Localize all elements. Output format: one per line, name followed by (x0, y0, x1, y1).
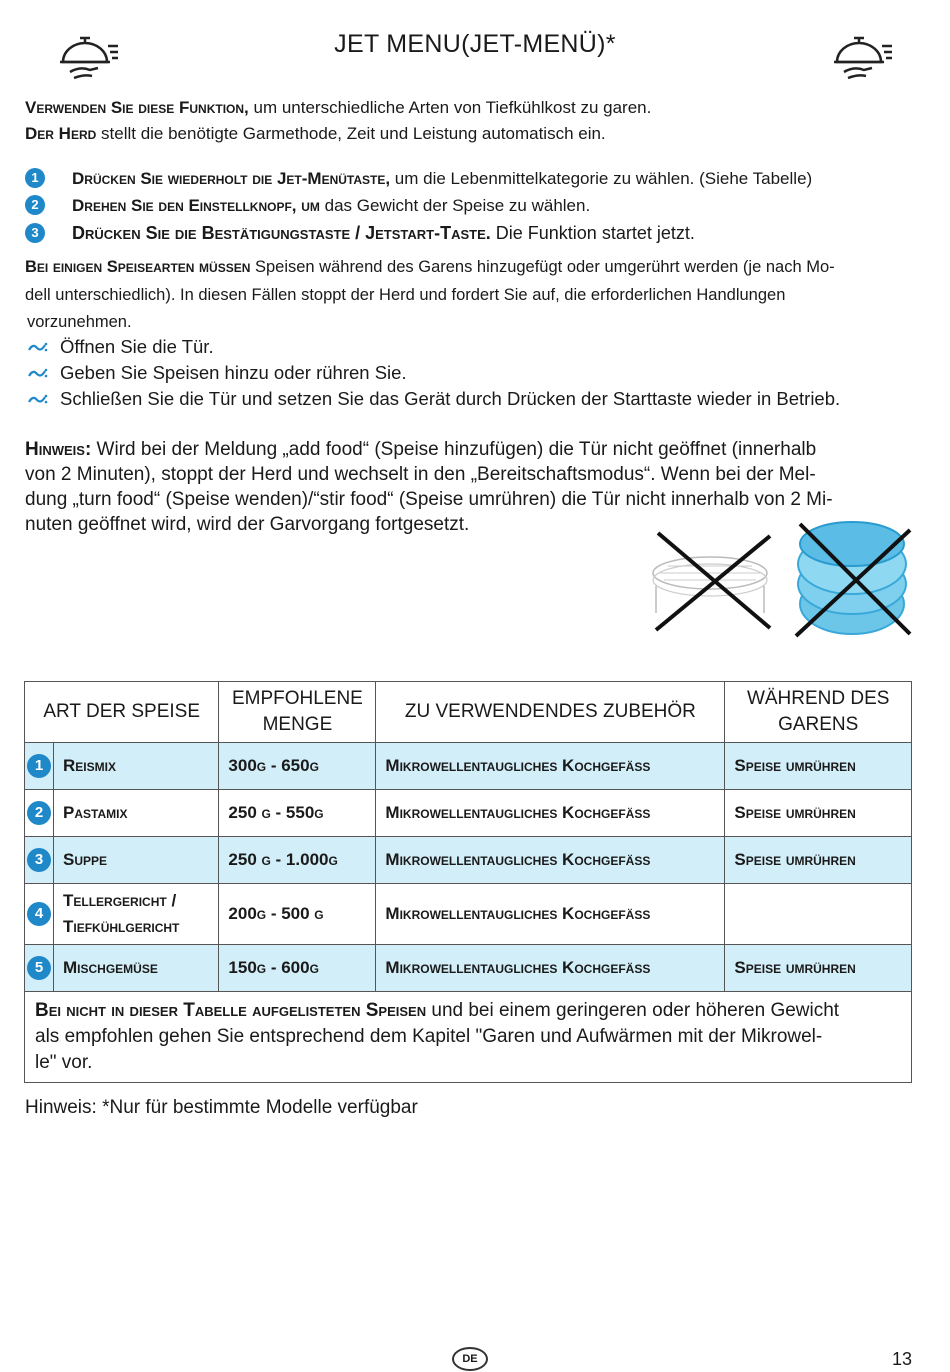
bullet-text: Geben Sie Speisen hinzu oder rühren Sie. (60, 362, 407, 383)
bullet-text: Schließen Sie die Tür und setzen Sie das Gerät durch Drücken der Starttaste wieder in Betrieb. (60, 388, 841, 409)
row-number (25, 884, 54, 945)
footer-text-1: und bei einem geringeren oder höheren Gewicht (426, 1000, 840, 1021)
step-lead: Drehen Sie den Einstellknopf, um (72, 196, 320, 215)
cell-during: Speise umrühren (725, 837, 912, 884)
intro-line-1 (25, 95, 651, 121)
header-amount: EMPFOHLENE MENGE (219, 682, 376, 743)
bullet-text: Öffnen Sie die Tür. (60, 336, 214, 357)
cell-food: Reismix (54, 743, 219, 790)
jet-menu-table (24, 681, 912, 1083)
row-number-badge: 5 (27, 956, 51, 980)
bullet-item-2 (28, 360, 407, 386)
note-line-3: dung „turn food“ (Speise wenden)/“stir food“ (Speise umrühren) die Tür nicht innerhalb von 2 Mi- (25, 489, 833, 510)
step-text: Die Funktion startet jetzt. (490, 223, 695, 243)
footnote: Hinweis: *Nur für bestimmte Modelle verfügbar (25, 1097, 418, 1118)
table-row (25, 945, 912, 992)
intro-line-2 (25, 121, 606, 147)
note-line-4: nuten geöffnet wird, wird der Garvorgang fortgesetzt. (25, 514, 470, 535)
crossed-bowl-icon (792, 516, 914, 645)
table-row (25, 884, 912, 945)
step-1 (25, 166, 812, 192)
info-line-1 (25, 254, 835, 280)
table-row (25, 790, 912, 837)
note-line-2: von 2 Minuten), stoppt der Herd und wechselt in den „Bereitschaftsmodus“. Wenn bei der Mel- (25, 464, 816, 485)
info-text-1: Speisen während des Garens hinzugefügt oder umgerührt werden (je nach Mo- (250, 258, 835, 276)
cell-during: Speise umrühren (725, 790, 912, 837)
page-number: 13 (891, 1349, 912, 1369)
row-number-badge: 4 (27, 902, 51, 926)
cell-food: Pastamix (54, 790, 219, 837)
header-accessory: ZU VERWENDENDES ZUBEHÖR (376, 682, 725, 743)
cell-accessory: Mikrowellentaugliches Kochgefäss (376, 945, 725, 992)
row-number-badge: 1 (27, 754, 51, 778)
row-number (25, 790, 54, 837)
wave-arrow-icon (28, 360, 50, 386)
footer-lead: Bei nicht in dieser Tabelle aufgelisteten Speisen (35, 1000, 427, 1021)
note-line-1 (25, 437, 905, 462)
step-2 (25, 193, 590, 219)
footer-text-2: als empfohlen gehen Sie entsprechend dem Kapitel "Garen und Aufwärmen mit der Mikrowel- (35, 1026, 823, 1047)
note-text-1: Wird bei der Meldung „add food“ (Speise hinzufügen) die Tür nicht geöffnet (innerhalb (91, 439, 817, 460)
table-row (25, 837, 912, 884)
step-text: um die Lebenmittelkategorie zu wählen. (Siehe Tabelle) (390, 169, 813, 188)
step-number-badge: 3 (25, 223, 45, 243)
step-3 (25, 220, 695, 246)
table-footer-row (25, 992, 912, 1083)
intro-text-1: um unterschiedliche Arten von Tiefkühlkost zu garen. (248, 98, 652, 117)
info-line-3: vorzunehmen. (27, 313, 132, 331)
cell-amount: 250 g - 1.000g (219, 837, 376, 884)
intro-lead-2: Der Herd (25, 124, 97, 143)
cell-amount: 150g - 600g (219, 945, 376, 992)
cell-during: Speise umrühren (725, 743, 912, 790)
cell-food: Mischgemüse (54, 945, 219, 992)
footer-text-3: le" vor. (35, 1052, 93, 1073)
row-number-badge: 2 (27, 801, 51, 825)
cell-accessory: Mikrowellentaugliches Kochgefäss (376, 884, 725, 945)
intro-text-2: stellt die benötigte Garmethode, Zeit und Leistung automatisch ein. (96, 124, 606, 143)
step-number-badge: 1 (25, 168, 45, 188)
header-during-cooking: WÄHREND DES GARENS (725, 682, 912, 743)
cell-accessory: Mikrowellentaugliches Kochgefäss (376, 743, 725, 790)
cell-accessory: Mikrowellentaugliches Kochgefäss (376, 790, 725, 837)
row-number-badge: 3 (27, 848, 51, 872)
cell-food: Suppe (54, 837, 219, 884)
bullet-item-3 (28, 386, 840, 412)
table-row (25, 743, 912, 790)
intro-lead-1: Verwenden Sie diese Funktion, (25, 98, 249, 117)
row-number (25, 743, 54, 790)
wave-arrow-icon (28, 386, 50, 412)
bullet-item-1 (28, 334, 214, 360)
info-line-2: dell unterschiedlich). In diesen Fällen stoppt der Herd und fordert Sie auf, die erforderlichen Handlungen (25, 286, 786, 304)
cell-amount: 200g - 500 g (219, 884, 376, 945)
cell-accessory: Mikrowellentaugliches Kochgefäss (376, 837, 725, 884)
page-title: JET MENU(JET-MENÜ)* (334, 30, 616, 58)
header-food-type: ART DER SPEISE (25, 682, 219, 743)
step-lead: Drücken Sie die Bestätigungstaste / Jetstart-Taste. (72, 223, 491, 243)
note-lead: Hinweis: (25, 439, 92, 460)
cell-food (54, 884, 219, 945)
cell-during: Speise umrühren (725, 945, 912, 992)
wave-arrow-icon (28, 334, 50, 360)
step-text: das Gewicht der Speise zu wählen. (319, 196, 591, 215)
table-footer-note (25, 992, 912, 1083)
info-lead: Bei einigen Speisearten müssen (25, 258, 251, 276)
note-paragraph (25, 437, 905, 537)
table-header-row (25, 682, 912, 743)
row-number (25, 837, 54, 884)
language-badge: DE (452, 1347, 488, 1371)
crossed-grill-rack-icon (648, 528, 778, 643)
row-number (25, 945, 54, 992)
jet-menu-icon-right (832, 34, 894, 86)
cell-amount: 300g - 650g (219, 743, 376, 790)
cell-during (725, 884, 912, 945)
cell-food-line-1: Tellergericht / (63, 891, 177, 910)
cell-food-line-2: Tiefkühlgericht (63, 917, 180, 936)
cell-amount: 250 g - 550g (219, 790, 376, 837)
step-lead: Drücken Sie wiederholt die Jet-Menütaste, (72, 169, 391, 188)
step-number-badge: 2 (25, 195, 45, 215)
